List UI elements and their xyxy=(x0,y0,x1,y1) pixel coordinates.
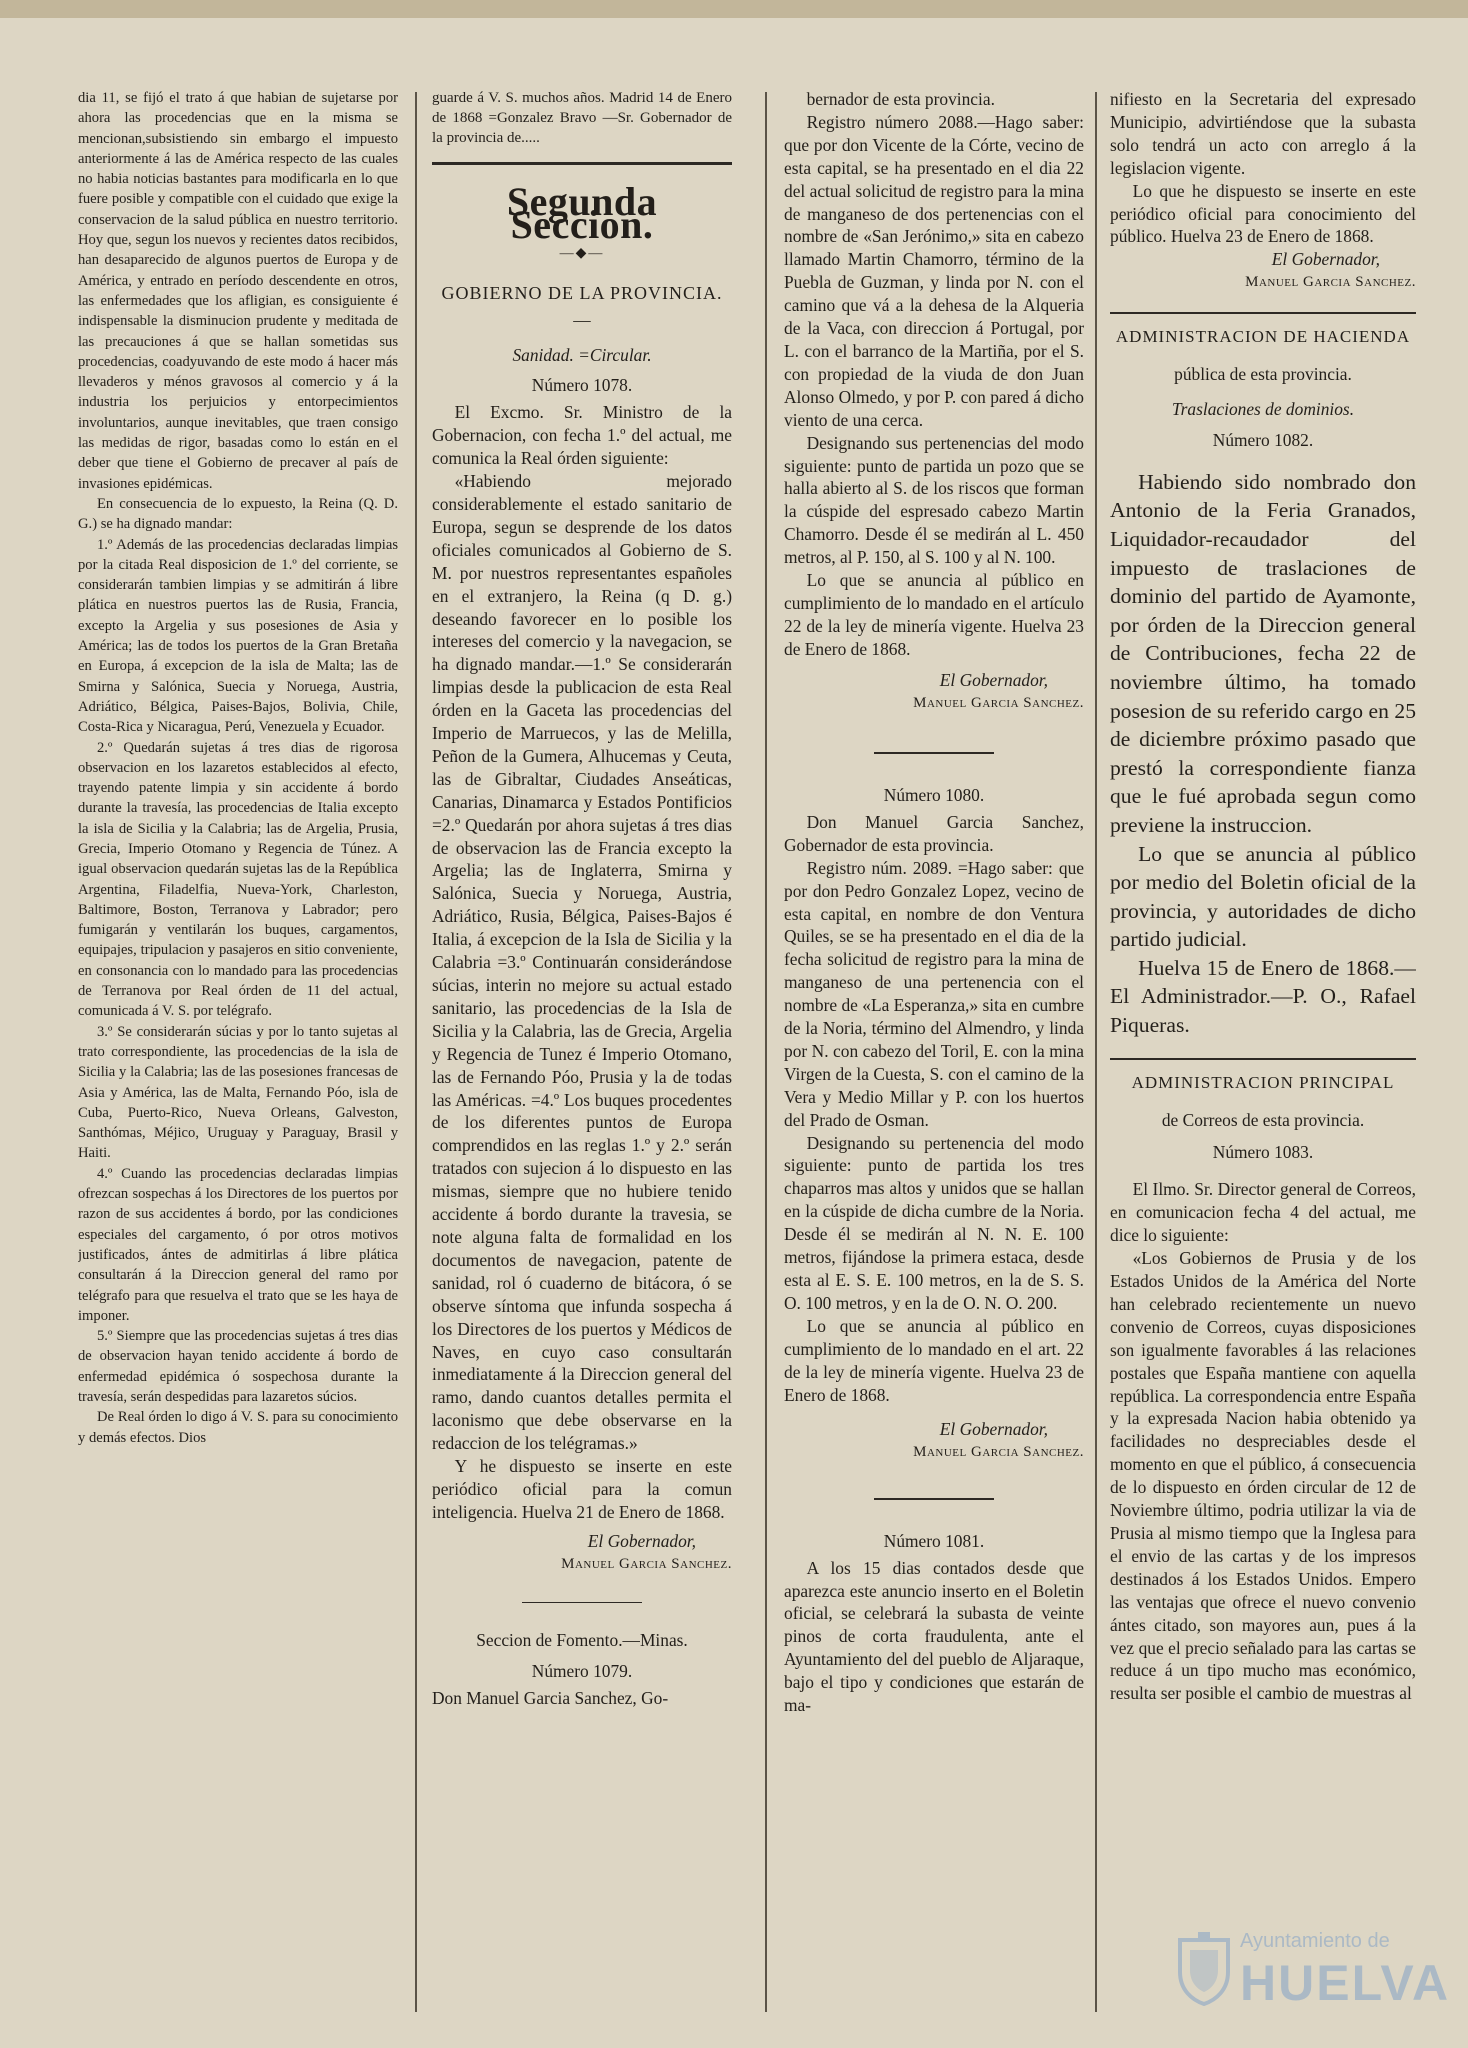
paragraph: 3.º Se considerarán súcias y por lo tanto sujetas al trato correspondiente, las procedencias de la isla de Sicilia y la Calabria; las de las posesiones francesas de Asia y América, las de Malta, Fernando Póo, isla de Cuba, Puerto-Rico, Nueva Orleans, Galveston, Santhómas, Méjico, Uruguay y Paraguay, Brasil y Haiti. xyxy=(78,1023,398,1162)
signature-title: El Gobernador, xyxy=(939,1419,1048,1440)
divider xyxy=(522,1602,642,1604)
paragraph: Lo que he dispuesto se inserte en este periódico oficial para conocimiento del público. Huelva 23 de Enero de 1868. xyxy=(1110,180,1416,247)
signature-name: Manuel Garcia Sanchez. xyxy=(1245,274,1416,291)
paragraph: Designando su pertenencia del modo siguiente: punto de partida los tres chaparros mas altos y unidos que se hallan en la cúspide de dicha cumbre de la Noria. Desde él se medirán al N. N. E. 100 metros, fijándose la primera estaca, desde esta al E. S. E. 100 metros, en la de S. S. O. 100 metros, y en la de O. N. O. 200. xyxy=(784,1132,1084,1313)
column-3 xyxy=(784,88,1084,2028)
paragraph: El Excmo. Sr. Ministro de la Gobernacion, con fecha 1.º del actual, me comunica la Real órden siguiente: xyxy=(432,402,732,469)
notice-number: Número 1082. xyxy=(1212,429,1314,450)
paragraph: Lo que se anuncia al público por medio del Boletin oficial de la provincia, y autoridades de dicho partido judicial. xyxy=(1110,841,1416,952)
hacienda-header: ADMINISTRACION DE HACIENDA xyxy=(1115,327,1411,347)
paragraph: 2.º Quedarán sujetas á tres dias de rigorosa observacion en los lazaretos establecidos al efecto, trayendo patente limpia y sin accidente á bordo durante la travesía, las procedencias de Italia excepto la isla de Sicilia y la Calabria; las de Argelia, Prusia, Grecia, Imperio Otomano y Regencia de Túnez. A igual observacion quedarán sujetas las de la República Argentina, Filadelfia, Nueva-York, Charleston, Baltimore, Boston, Terranova y Labrador; pero fumigarán y ventilarán los buques, cargamentos, equipajes, tripulacion y pasajeros en sitio conveniente, en consonancia con lo mandado para las procedencias de Terranova por Real órden de 11 del actual, comunicada á V. S. por telégrafo. xyxy=(78,739,398,1020)
paragraph: Don Manuel Garcia Sanchez, Gobernador de esta provincia. xyxy=(784,811,1084,855)
notice-number: Número 1078. xyxy=(531,375,633,396)
signature-title: El Gobernador, xyxy=(1271,249,1380,270)
column-4 xyxy=(1110,88,1416,2028)
paragraph: nifiesto en la Secretaria del expresado Municipio, advirtiéndose que la subasta solo tendrá un acto con arreglo á la legislacion vigente. xyxy=(1110,89,1416,178)
section-rule xyxy=(1110,1058,1416,1060)
watermark-line-1: Ayuntamiento de xyxy=(1240,1930,1390,1952)
large-notice xyxy=(1110,468,1416,1040)
subsection-title: Sanidad. =Circular. xyxy=(512,344,652,365)
shield-icon xyxy=(1176,1932,1232,2006)
paragraph: «Los Gobiernos de Prusia y de los Estados Unidos de la América del Norte han celebrado recientemente un nuevo convenio de Correos, cuyas disposiciones son igualmente favorables á las relaciones postales que España mantiene con aquella república. La correspondencia entre España y la expresada Nacion habia obtenido ya facilidades no despreciables desde el momento en que el público, á consecuencia de lo dispuesto en órden circular de 12 de Noviembre último, podria utilizar la via de Prusia al mismo tiempo que la Inglesa para el envio de las cartas y de los impresos destinados á los Estados Unidos. Empero las ventajas que ofrece el nuevo convenio ántes citado, son mayores aun, pues á la vez que el precio señalado para las cartas se reduce á un tipo mucho mas económico, resulta ser posible el cambio de muestras al xyxy=(1110,1248,1416,1704)
paragraph: Y he dispuesto se inserte en este periódico oficial para la comun inteligencia. Huelva 21 de Enero de 1868. xyxy=(432,1456,732,1522)
paragraph: 1.º Además de las procedencias declaradas limpias por la citada Real disposicion de 1.º del corriente, se considerarán tambien limpias y se admitirán á libre plática en nuestros puertos las de Rusia, Francia, excepto la Argelia y sus posesiones de Asia y América; las de todos los puertos de la Gran Bretaña en Europa, á excepcion de la isla de Malta; las de Smirna y Salónica, Suecia y Noruega, Austria, Adriático, Bélgica, Paises-Bajos, Bolivia, Chile, Costa-Rica y Nicaragua, Perú, Venezuela y Ecuador. xyxy=(78,536,398,736)
hacienda-italic: Traslaciones de dominios. xyxy=(1171,398,1355,419)
signature-name: Manuel Garcia Sanchez. xyxy=(561,1555,732,1572)
section-title: Segunda Seccion. xyxy=(506,179,658,247)
government-header: GOBIERNO DE LA PROVINCIA. xyxy=(441,282,723,303)
divider xyxy=(874,1498,994,1500)
paragraph: Lo que se anuncia al público en cumplimiento de lo mandado en el art. 22 de la ley de minería vigente. Huelva 23 de Enero de 1868. xyxy=(784,1315,1084,1405)
notice-number: Número 1079. xyxy=(531,1660,633,1681)
correos-subtitle: de Correos de esta provincia. xyxy=(1161,1109,1365,1130)
page-top-edge xyxy=(0,0,1468,18)
paragraph: En consecuencia de lo expuesto, la Reina (Q. D. G.) se ha dignado mandar: xyxy=(78,495,398,533)
signature-name: Manuel Garcia Sanchez. xyxy=(913,694,1084,711)
paragraph: Registro número 2088.—Hago saber: que por don Vicente de la Córte, vecino de esta capital, se ha presentado en el dia 22 del actual solicitud de registro para la mina de manganeso de dos pertenencias con el nombre de «San Jerónimo,» sita en cabezo llamado Martin Chamorro, término de la Puebla de Guzman, y linda por N. con el camino que vá a la dehesa de la Alqueria de la Vaca, con direccion á Portugal, por L. con el barranco de la Martiña, por el S. con propiedad de la viuda de don Juan Alonso Olmedo, y por P. con pared á dicho viento de una cerca. xyxy=(784,111,1084,430)
correos-header: ADMINISTRACION PRINCIPAL xyxy=(1131,1072,1395,1092)
paragraph: dia 11, se fijó el trato á que habian de sujetarse por ahora las procedencias que en la misma se mencionan,subsistiendo sin embargo el impuesto anteriormente á las de América respecto de las cuales no habia noticias bastantes para modificarla en lo que fuere posible y compatible con el cuidado que exige la conservacion de la salud pública en nuestro territorio. Hoy que, segun los nuevos y recientes datos recibidos, han desaparecido de algunos puertos de Europa y de América, y entrado en período descendente en otros, las enfermedades que los afligian, es consiguiente é indispensable la disminucion prudente y meditada de las precauciones á que se hallan sometidas sus procedencias, coadyuvando de este modo á hacer más llevaderos y ménos gravosos al comercio y á la industria los perjuicios y entorpecimientos involuntarios, aunque inevitables, que traen consigo las medidas de rigor, basadas como lo están en el deber que tiene el Gobierno de precaver al país de invasiones epidémicas. xyxy=(78,90,398,492)
column-rule xyxy=(415,92,417,2012)
notice-number: Número 1083. xyxy=(1212,1142,1314,1163)
paragraph: Lo que se anuncia al público en cumplimiento de lo mandado en el artículo 22 de la ley de minería vigente. Huelva 23 de Enero de 1868. xyxy=(784,570,1084,659)
column-rule xyxy=(765,92,767,2012)
paragraph: Don Manuel Garcia Sanchez, Go- xyxy=(432,1687,669,1708)
column-rule xyxy=(1095,92,1097,2012)
paragraph: 5.º Siempre que las procedencias sujetas á tres dias de observacion hayan tenido accidente á bordo de enfermedad epidémica ó sospechosa durante la travesía, serán despedidas para lazaretos súcios. xyxy=(78,1328,398,1405)
signature-name: Manuel Garcia Sanchez. xyxy=(913,1444,1084,1461)
paragraph: 4.º Cuando las procedencias declaradas limpias ofrezcan sospechas á los Directores de los puertos por razon de sus accidentes á bordo, por las condiciones especiales del cargamento, ó por otros motivos justificados, ántes de admitirlas á libre plática consultarán á la Direccion general del ramo por telégrafo para que resuelva el trato que se les haya de imponer. xyxy=(78,1165,398,1324)
watermark-line-2: HUELVA xyxy=(1240,1955,1451,2011)
divider xyxy=(874,752,994,754)
column-2 xyxy=(432,88,732,2028)
hacienda-subtitle: pública de esta provincia. xyxy=(1174,364,1352,385)
paragraph: El Ilmo. Sr. Director general de Correos, en comunicacion fecha 4 del actual, me dice lo siguiente: xyxy=(1110,1179,1416,1246)
paragraph: bernador de esta provincia. xyxy=(806,89,995,109)
paragraph: Huelva 15 de Enero de 1868.—El Administrador.—P. O., Rafael Piqueras. xyxy=(1110,955,1416,1038)
short-divider: — xyxy=(573,309,591,330)
paragraph: De Real órden lo digo á V. S. para su conocimiento y demás efectos. Dios xyxy=(78,1409,398,1446)
signature-title: El Gobernador, xyxy=(939,669,1048,690)
paragraph: Registro núm. 2089. =Hago saber: que por don Pedro Gonzalez Lopez, vecino de esta capital, en nombre de don Ventura Quiles, se se ha presentado en el dia de la fecha solicitud de registro para la mina de manganeso de una pertenencia con el nombre de «La Esperanza,» sita en cumbre de la Noria, término del Almendro, y linda por N. con cabezo del Toril, E. con la mina Virgen de la Cuesta, S. con el camino de la Vera y Medio Millar y P. con los huertos del Prado de Osman. xyxy=(784,857,1084,1130)
signature-title: El Gobernador, xyxy=(587,1530,696,1551)
notice-number: Número 1080. xyxy=(883,784,985,805)
paragraph: Habiendo sido nombrado don Antonio de la Feria Granados, Liquidador-recaudador del impuesto de traslaciones de dominio del partido de Ayamonte, por órden de la Direccion general de Contribuciones, fecha 22 de noviembre último, ha tomado posesion de su referido cargo en 25 de diciembre próximo pasado que prestó la correspondiente fianza que le fué aprobada segun como previene la instruccion. xyxy=(1110,469,1416,837)
section-fomento xyxy=(432,1629,732,1652)
section-rule xyxy=(432,162,732,165)
fomento-label: Seccion de Fomento.—Minas. xyxy=(476,1630,688,1651)
watermark xyxy=(1176,1922,1451,2032)
section-rule xyxy=(1110,312,1416,314)
paragraph: guarde á V. S. muchos años. Madrid 14 de Enero de 1868 =Gonzalez Bravo —Sr. Gobernador de la provincia de..... xyxy=(432,90,732,146)
paragraph: A los 15 dias contados desde que aparezca este anuncio inserto en el Boletin oficial, se celebrará la subasta de veinte pinos de corta fraudulenta, ante el Ayuntamiento del del pueblo de Aljaraque, bajo el tipo y condiciones que estarán de ma- xyxy=(784,1557,1084,1716)
paragraph: Designando sus pertenencias del modo siguiente: punto de partida un pozo que se halla abierto al S. de los riscos que forman la cúspide del espresado cabezo Martin Chamorro. Desde él se medirán al L. 450 metros, al P. 150, al S. 100 y al N. 100. xyxy=(784,432,1084,568)
column-1 xyxy=(78,88,398,2028)
flourish-divider: —◆— xyxy=(559,245,605,261)
paragraph: «Habiendo mejorado considerablemente el estado sanitario de Europa, segun se desprende de los datos oficiales comunicados al Gobierno de S. M. por nuestros representantes españoles en el extranjero, la Reina (q D. g.) deseando favorecer en lo posible los intereses del comercio y la navegacion, se ha dignado mandar.—1.º Se considerarán limpias desde la publicacion de esta Real órden en la Gaceta las procedencias del Imperio de Marruecos, y las de Melilla, Peñon de la Gumera, Alhucemas y Ceuta, las de Gibraltar, Ciudades Anseáticas, Canarias, Dinamarca y Estados Pontificios =2.º Quedarán por ahora sujetas á tres dias de observacion las de Francia excepto la Argelia; las de Inglaterra, Smirna y Salónica, Suecia y Noruega, Austria, Adriático, Rusia, Bélgica, Paises-Bajos é Italia, á excepcion de la Isla de Sicilia y la Calabria =3.º Continuarán considerándose súcias, interin no mejore su actual estado sanitario, las procedencias de la Isla de Sicilia y la Calabria, las de Grecia, Argelia y Regencia de Tunez é Imperio Otomano, las de Fernando Póo, Prusia y la de todas las Américas. =4.º Los buques procedentes de los diferentes puntos de Europa comprendidos en las reglas 1.º y 2.º serán tratados con sujecion á lo dispuesto en las mismas, siempre que no hubiere tenido accidente á bordo durante la travesia, se note alguna falta de formalidad en los documentos de navegacion, patente de sanidad, rol ó cuaderno de bitácora, ó se observe síntoma que infunda sospecha á los Directores de los puertos y Médicos de Naves, en cuyo caso consultarán inmediatamente á la Direccion general del ramo, dando cuantos detalles permita el laconismo que debe observarse en la redaccion de los telégramas.» xyxy=(432,471,732,1454)
notice-number: Número 1081. xyxy=(883,1530,985,1551)
